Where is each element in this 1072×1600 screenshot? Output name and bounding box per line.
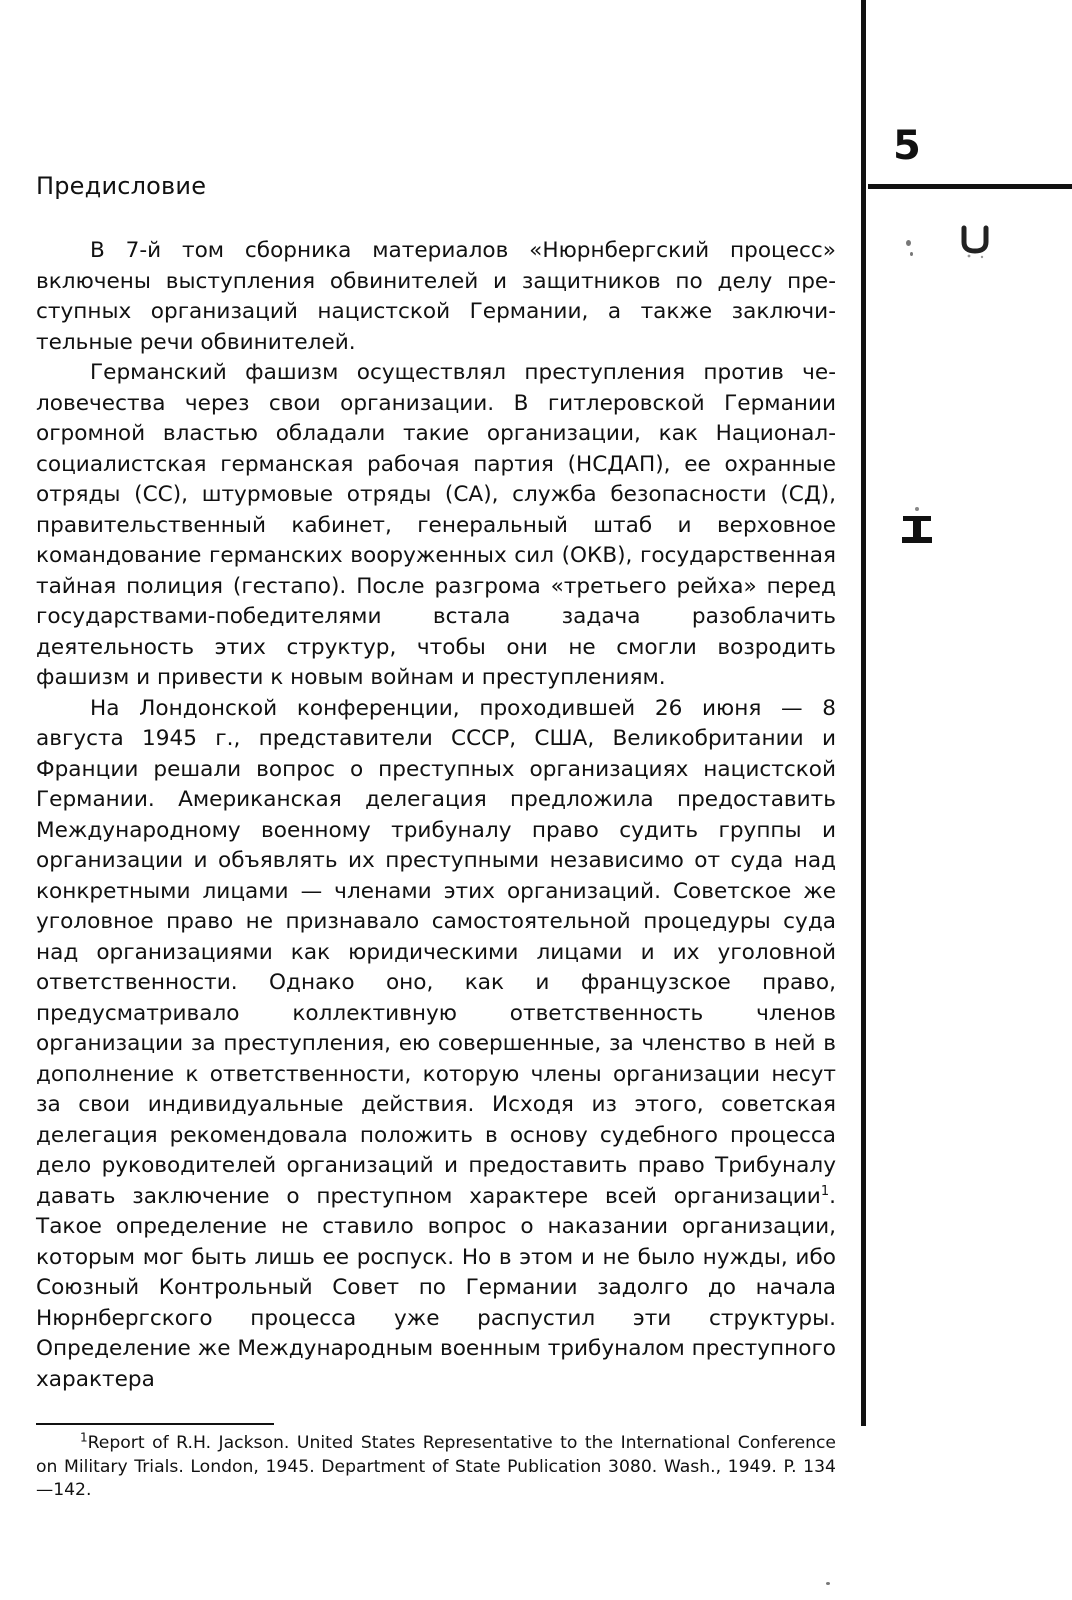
section-heading: Предисловие — [36, 172, 207, 200]
paragraph-3-text: На Лондонской конференции, проходившей 26 июня — 8 августа 1945 г., представители СССР, США, Великобритании и Франции решали вопрос о преступных организациях нацистской Германии. Американская делегация предложила предоставить Международному военному трибуналу право судить группы и организации и объявлять их преступными независимо от суда над конкретными лицами — членами этих организаций. Советское же уголовное право не признавало самостоятельной процедуры суда над организациями как юридическими лицами и их уголовной ответственности. Однако оно, как и французское право, предусматривало коллективную ответственность членов организации за преступления, ею совершенные, за членство в ней в дополнение к ответственности, которую члены организации несут за свои индивидуальные действия. Исходя из этого, советская делегация рекомендовала положить в основу судебного процесса дело руководителей организаций и предоставить право Трибуналу давать заключение о преступном характере всей организации — [36, 695, 836, 1209]
body-text — [36, 236, 836, 1395]
scan-speck — [906, 240, 911, 246]
page-number-rule — [868, 184, 1072, 189]
footnote — [36, 1432, 836, 1503]
paragraph-3 — [36, 694, 836, 1396]
paragraph-3-continued: . Такое определение не ставило вопрос о наказании организации, которым мог быть лишь ее роспуск. Но в этом и не было нужды, ибо Союзный Контрольный Совет по Германии задолго до начала Нюрнбергского процесса уже распустил эти структуры. Определение же Международным военным трибуналом преступного характера — [36, 1183, 836, 1392]
scan-speck — [826, 1582, 830, 1585]
paragraph-2: Германский фашизм осуществлял преступления против человечества через свои организации. В гитлеровской Германии огромной властью обладали такие организации, как Националсоциалистская германская рабочая партия (НСДАП), ее охранные отряды (СС), штурмовые отряды (СА), служба безопасности (СД), правительственный кабинет, генеральный штаб и верховное командование германских вооруженных сил (ОКВ), государственная тайная полиция (гестапо). После разгрома «третьего рейха» перед государствами-победителями встала задача разоблачить деятельность этих структур, чтобы они не смогли возродить фашизм и привести к новым войнам и преступлениям. — [36, 360, 836, 690]
footnote-marker: 1 — [80, 1430, 88, 1445]
paragraph-1: В 7-й том сборника материалов «Нюрнбергский процесс» включены выступления обвинителей и защитников по делу преступных организаций нацистской Германии, а также заключительные речи обвинителей. — [36, 238, 836, 355]
scan-speck — [910, 252, 913, 256]
margin-vertical-rule — [861, 0, 866, 1426]
margin-glyph-icon — [898, 502, 936, 550]
footnote-text: Report of R.H. Jackson. United States Representative to the International Conference on Military Trials. London, 1945. Department of State Publication 3080. Wash., 1949. P. 134—142. — [36, 1433, 836, 1500]
footnote-rule — [36, 1423, 274, 1425]
page-number: 5 — [893, 123, 921, 169]
section-mark-icon — [955, 222, 995, 262]
footnote-reference: 1 — [820, 1183, 830, 1199]
